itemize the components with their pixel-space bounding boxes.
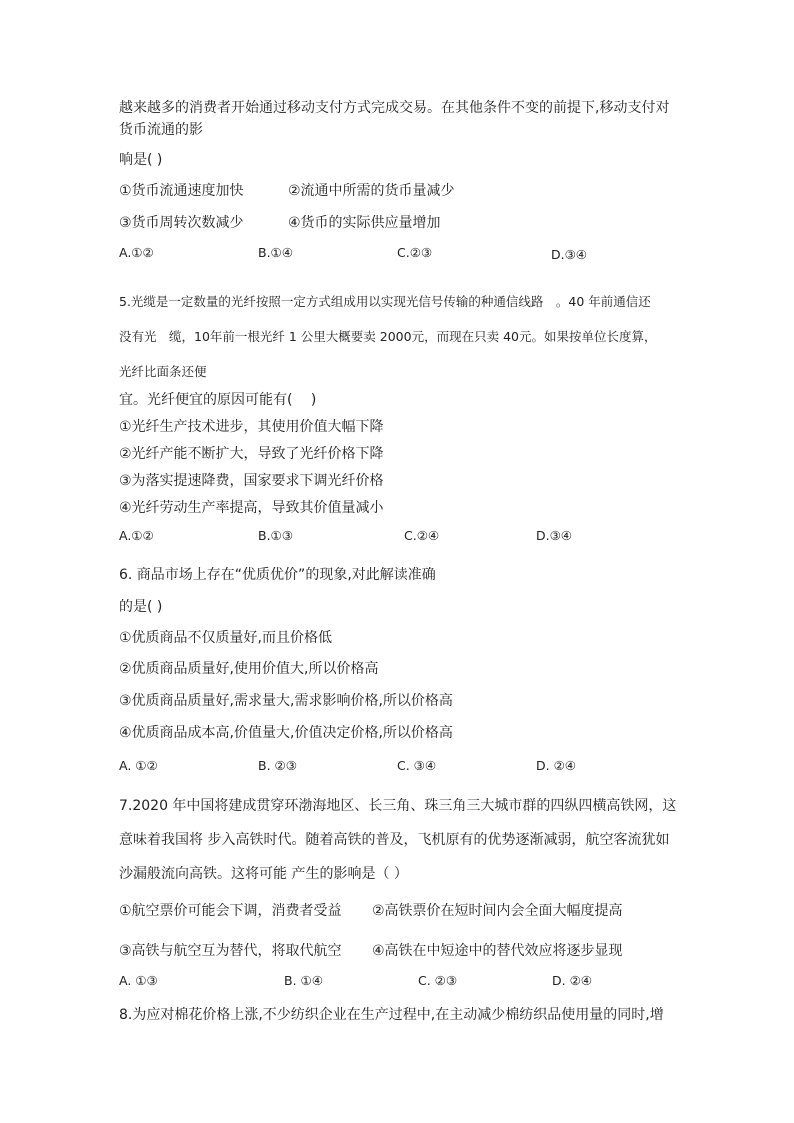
q7-item-2: ②高铁票价在短时间内会全面大幅度提高 [372,903,623,919]
q4-item-4: ④货币的实际供应量增加 [288,215,441,231]
q4-stem-line1: 越来越多的消费者开始通过移动支付方式完成交易。在其他条件不变的前提下,移动支付对 [119,100,670,116]
q8-stem-line1: 8.为应对棉花价格上涨,不少纺织企业在生产过程中,在主动减少棉纺织品使用量的同时,增 [119,1007,664,1023]
q5-item-2: ②光纤产能不断扩大，导致了光纤价格下降 [119,446,384,462]
q7-item-4: ④高铁在中短途中的替代效应将逐步显现 [372,943,623,959]
q5-option-c: C.②④ [404,528,440,543]
q7-option-a: A. ①③ [119,973,158,988]
q7-item-3: ③高铁与航空互为替代，将取代航空 [119,943,342,959]
q5-item-4: ④光纤劳动生产率提高，导致其价值量减小 [119,500,384,516]
q5-option-d: D.③④ [536,528,573,543]
q6-stem-line1: 6. 商品市场上存在“优质优价”的现象,对此解读准确 [119,567,436,583]
q6-item-4: ④优质商品成本高,价值量大,价值决定价格,所以价格高 [119,725,453,741]
q7-item-1: ①航空票价可能会下调，消费者受益 [119,903,342,919]
q4-item-2: ②流通中所需的货币量减少 [288,183,455,199]
q5-item-3: ③为落实提速降费，国家要求下调光纤价格 [119,473,384,489]
q6-item-3: ③优质商品质量好,需求量大,需求影响价格,所以价格高 [119,693,453,709]
q4-item-1: ①货币流通速度加快 [119,183,244,199]
q6-option-c: C. ③④ [397,758,437,773]
q7-stem-line3: 沙漏般流向高铁。这将可能 产生的影响是（ ） [119,866,408,882]
q4-option-a: A.①② [119,245,154,260]
q5-stem-line2: 没有光 缆，10年前一根光纤 1 公里大概要卖 2000元，而现在只卖 40元。如果按单位长度算， [119,329,657,344]
q5-option-a: A.①② [119,528,154,543]
q7-option-b: B. ①④ [284,973,323,988]
q7-stem-line2: 意味着我国将 步入高铁时代。随着高铁的普及，飞机原有的优势逐渐减弱，航空客流犹如 [119,832,670,848]
q4-option-c: C.②③ [397,245,433,260]
q4-stem-line2: 货币流通的影 [119,122,203,138]
q4-stem-line3: 响是( ) [119,152,163,168]
q6-option-b: B. ②③ [258,758,297,773]
q5-stem-line3: 光纤比面条还便 [119,364,207,379]
q6-item-1: ①优质商品不仅质量好,而且价格低 [119,630,333,646]
q4-option-d: D.③④ [551,247,588,262]
q5-stem-line4: 宜。光纤便宜的原因可能有( ) [119,392,317,408]
q6-item-2: ②优质商品质量好,使用价值大,所以价格高 [119,661,379,677]
q7-option-c: C. ②③ [418,973,458,988]
q7-option-d: D. ②④ [552,973,592,988]
q4-item-3: ③货币周转次数减少 [119,215,244,231]
q6-option-a: A. ①② [119,758,158,773]
q5-item-1: ①光纤生产技术进步，其使用价值大幅下降 [119,419,384,435]
q6-stem-line2: 的是( ) [119,599,163,615]
q7-stem-line1: 7.2020 年中国将建成贯穿环渤海地区、长三角、珠三角三大城市群的四纵四横高铁网，这 [119,798,677,814]
q5-stem-line1: 5.光缆是一定数量的光纤按照一定方式组成用以实现光信号传输的种通信线路 。40 年前通信还 [119,294,651,309]
q4-option-b: B.①④ [258,245,293,260]
q5-option-b: B.①③ [258,528,293,543]
q6-option-d: D. ②④ [536,758,576,773]
